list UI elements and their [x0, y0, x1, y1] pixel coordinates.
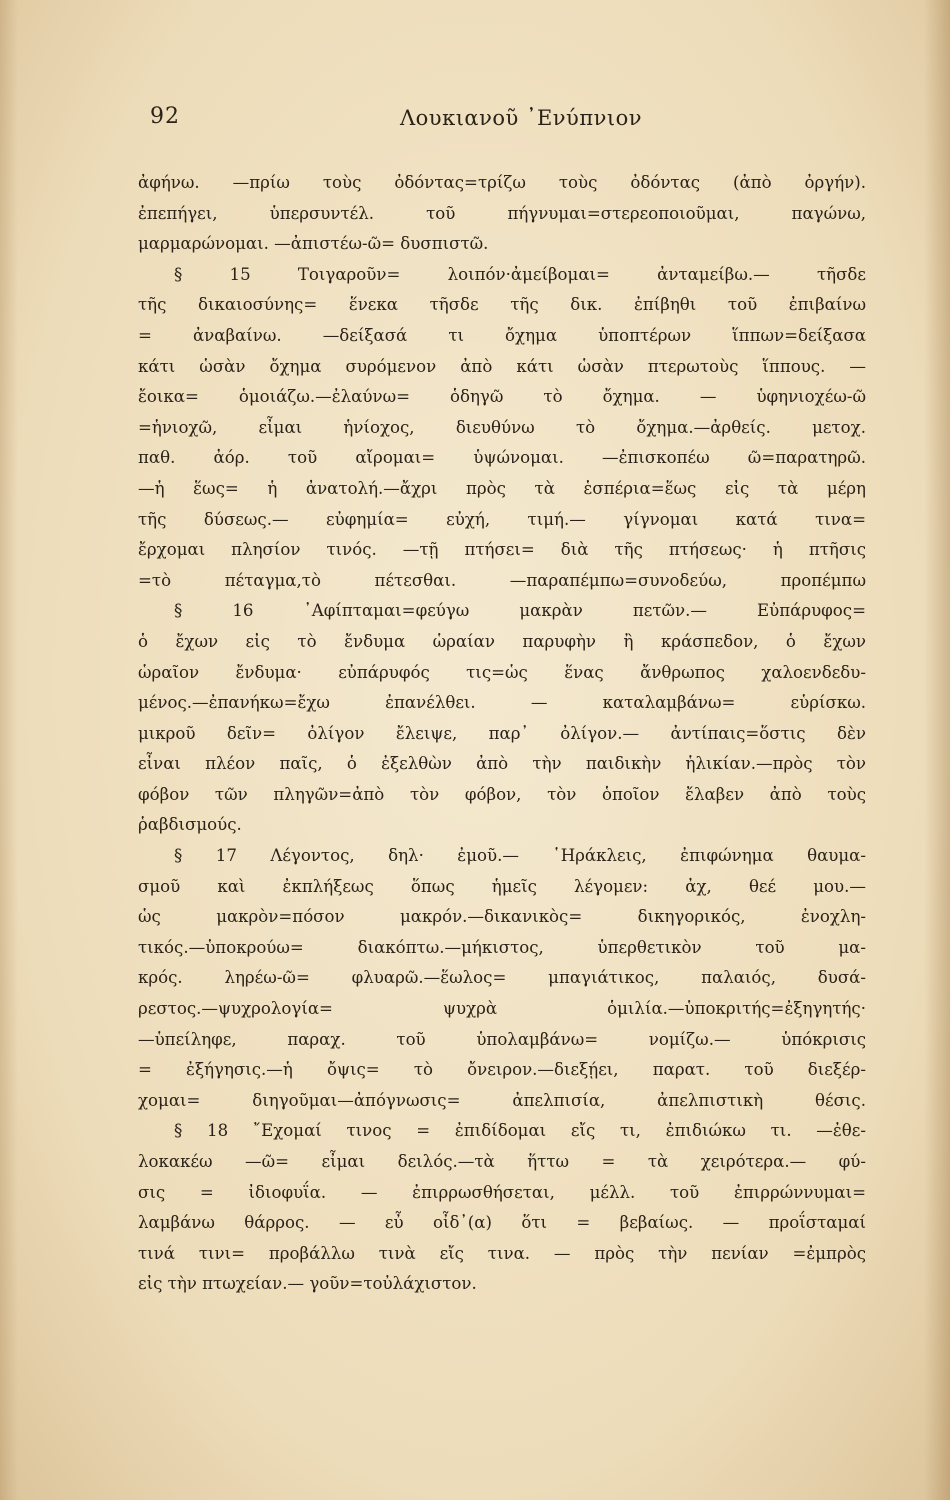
text-line: σμοῦ καὶ ἐκπλήξεως ὅπως ἡμεῖς λέγομεν: ἀχ, θεέ μου.—	[138, 876, 866, 896]
text-line: § 15 Τοιγαροῦν= λοιπόν·ἀμείβομαι= ἀνταμείβω.— τῆσδε	[174, 264, 866, 284]
text-line: μαρμαρώνομαι. —ἀπιστέω-ῶ= δυσπιστῶ.	[138, 234, 489, 254]
text-line: § 17 Λέγοντος, δηλ· ἐμοῦ.— ῾Ηράκλεις, ἐπιφώνημα θαυμα-	[174, 846, 866, 866]
text-line: μικροῦ δεῖν= ὀλίγον ἔλειψε, παρ᾽ ὀλίγον.— ἀντίπαις=ὅστις δὲν	[138, 723, 866, 743]
glossary-text	[138, 168, 866, 1300]
running-title: Λουκιανοῦ ᾿Ενύπνιον	[400, 106, 643, 130]
text-line: κρός. ληρέω-ῶ= φλυαρῶ.—ἕωλος= μπαγιάτικος, παλαιός, δυσά-	[138, 968, 866, 988]
text-line: εἰς τὴν πτωχείαν.— γοῦν=τοὐλάχιστον.	[138, 1274, 477, 1294]
text-line: ἀφήνω. —πρίω τοὺς ὀδόντας=τρίζω τοὺς ὀδόντας (ἀπὸ ὀργήν).	[138, 173, 866, 192]
text-line: =τὸ πέταγμα,τὸ πέτεσθαι. —παραπέμπω=συνοδεύω, προπέμπω	[138, 570, 866, 590]
text-line: ὡς μακρὸν=πόσον μακρόν.—δικανικὸς= δικηγορικός, ἐνοχλη-	[138, 907, 866, 927]
text-line: ρεστος.—ψυχρολογία= ψυχρὰ ὁμιλία.—ὑποκριτής=ἐξηγητής·	[138, 999, 866, 1019]
text-line: § 18 ῎Εχομαί τινος = ἐπιδίδομαι εἴς τι, ἐπιδιώκω τι. —ἐθε-	[174, 1121, 866, 1141]
text-line: τικός.—ὑποκρούω= διακόπτω.—μήκιστος, ὑπερθετικὸν τοῦ μα-	[138, 937, 866, 957]
text-line: = ἀναβαίνω. —δείξασά τι ὄχημα ὑποπτέρων ἵππων=δείξασα	[138, 325, 866, 345]
text-line: χομαι= διηγοῦμαι—ἀπόγνωσις= ἀπελπισία, ἀπελπιστικὴ θέσις.	[138, 1090, 866, 1110]
text-line: κάτι ὡσὰν ὄχημα συρόμενον ἀπὸ κάτι ὡσὰν πτερωτοὺς ἵππους. —	[138, 356, 866, 376]
text-line: = ἐξήγησις.—ἡ ὄψις= τὸ ὄνειρον.—διεξῄει, παρατ. τοῦ διεξέρ-	[138, 1060, 866, 1080]
text-line: λαμβάνω θάρρος. — εὖ οἶδ᾽(α) ὅτι = βεβαίως. — προΐσταμαί	[138, 1213, 866, 1233]
text-line: § 16 ᾿Αφίπταμαι=φεύγω μακρὰν πετῶν.— Εὐπάρυφος=	[174, 601, 866, 621]
text-line: —ἡ ἕως= ἡ ἀνατολή.—ἄχρι πρὸς τὰ ἑσπέρια=ἕως εἰς τὰ μέρη	[138, 478, 866, 498]
text-line: λοκακέω —ῶ= εἶμαι δειλός.—τὰ ἥττω = τὰ χειρότερα.— φύ-	[138, 1152, 866, 1171]
page-edge-shadow-left	[0, 0, 18, 1500]
text-line: ὁ ἔχων εἰς τὸ ἔνδυμα ὡραίαν παρυφὴν ἢ κράσπεδον, ὁ ἔχων	[138, 631, 866, 651]
text-line: τινά τινι= προβάλλω τινὰ εἴς τινα. — πρὸς τὴν πενίαν =ἐμπρὸς	[138, 1243, 866, 1263]
text-line: —ὑπείληφε, παραχ. τοῦ ὑπολαμβάνω= νομίζω.— ὑπόκρισις	[138, 1029, 866, 1049]
text-line: ἐπεπήγει, ὑπερσυντέλ. τοῦ πήγνυμαι=στερεοποιοῦμαι, παγώνω,	[138, 203, 866, 223]
text-line: ἔρχομαι πλησίον τινός. —τῇ πτήσει= διὰ τῆς πτήσεως· ἡ πτῆσις	[138, 540, 866, 560]
text-line: =ἡνιοχῶ, εἶμαι ἡνίοχος, διευθύνω τὸ ὄχημα.—ἀρθείς. μετοχ.	[138, 417, 866, 437]
text-line: ἔοικα= ὁμοιάζω.—ἐλαύνω= ὁδηγῶ τὸ ὄχημα. — ὑφηνιοχέω-ῶ	[138, 387, 866, 407]
text-line: μένος.—ἐπανήκω=ἔχω ἐπανέλθει. — καταλαμβάνω= εὑρίσκω.	[138, 693, 866, 713]
page-edge-shadow-right	[924, 0, 950, 1500]
text-line: τῆς δικαιοσύνης= ἕνεκα τῆσδε τῆς δικ. ἐπίβηθι τοῦ ἐπιβαίνω	[138, 295, 866, 315]
text-line: φόβον τῶν πληγῶν=ἀπὸ τὸν φόβον, τὸν ὁποῖον ἔλαβεν ἀπὸ τοὺς	[138, 784, 866, 804]
text-line: τῆς δύσεως.— εὐφημία= εὐχή, τιμή.— γίγνομαι κατά τινα=	[138, 509, 866, 529]
text-line: εἶναι πλέον παῖς, ὁ ἐξελθὼν ἀπὸ τὴν παιδικὴν ἡλικίαν.—πρὸς τὸν	[138, 754, 866, 774]
text-line: σις = ἰδιοφυΐα. — ἐπιρρωσθήσεται, μέλλ. τοῦ ἐπιρρώννυμαι=	[138, 1182, 866, 1202]
text-line: παθ. ἀόρ. τοῦ αἴρομαι= ὑψώνομαι. —ἐπισκοπέω ῶ=παρατηρῶ.	[138, 448, 866, 468]
text-line: ῥαβδισμούς.	[138, 815, 242, 835]
page-number: 92	[150, 104, 180, 129]
text-line: ὡραῖον ἔνδυμα· εὐπάρυφός τις=ὡς ἕνας ἄνθρωπος χαλοενδεδυ-	[138, 662, 866, 682]
page-header	[150, 104, 870, 138]
